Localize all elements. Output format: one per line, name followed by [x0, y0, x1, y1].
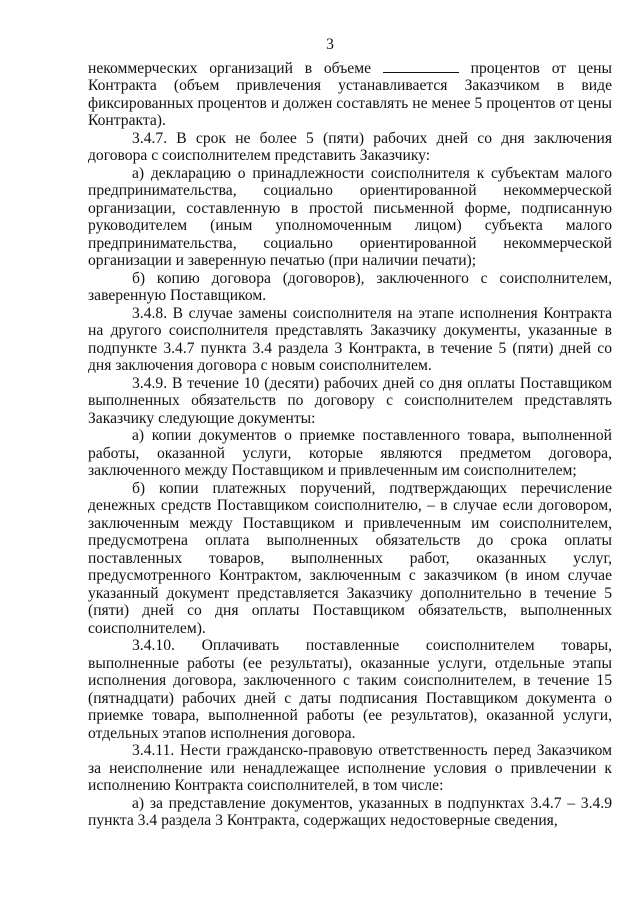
clause-3-4-7-a: а) декларацию о принадлежности соисполнителя к субъектам малого предпринимательства, социально ориентированной некоммерческой организации, составленную в простой письменной форме, подписанную руководителем (иным уполномоченным лицом) субъекта малого предпринимательства, социально ориентированной некоммерческой организации и заверенную печатью (при наличии печати); [88, 164, 612, 269]
clause-3-4-10: 3.4.10. Оплачивать поставленные соисполнителем товары, выполненные работы (ее результаты), оказанные услуги, отдельные этапы исполнения договора, заключенного с таким соисполнителем, в течение 15 (пятнадцати) рабочих дней с даты подписания Поставщиком документа о приемке товара, выполненной работы (ее результатов), оказанной услуги, отдельных этапов исполнения договора. [88, 637, 612, 742]
paragraph-continued [88, 60, 612, 130]
paragraph-text-before-blank: некоммерческих организаций в объеме [88, 59, 383, 77]
clause-3-4-9-a: а) копии документов о приемке поставленного товара, выполненной работы, оказанной услуги, которые являются предметом договора, заключенного между Поставщиком и привлеченным им соисполнителем; [88, 427, 612, 479]
clause-3-4-11: 3.4.11. Нести гражданско-правовую ответственность перед Заказчиком за неисполнение или ненадлежащее исполнение условия о привлечении к исполнению Контракта соисполнителей, в том числе: [88, 742, 612, 794]
clause-3-4-9-b: б) копии платежных поручений, подтверждающих перечисление денежных средств Поставщиком соисполнителю, – в случае если договором, заключенным между Поставщиком и привлеченным им соисполнителем, предусмотрена оплата выполненных обязательств до срока оплаты поставленных товаров, выполненных работ, оказанных услуг, предусмотренного Контрактом, заключенным с заказчиком (в ином случае указанный документ представляется Заказчику дополнительно в течение 5 (пяти) дней со дня оплаты Поставщиком обязательств, выполненных соисполнителем). [88, 479, 612, 637]
paragraph-text-after-blank: процентов от цены Контракта (объем привлечения устанавливается Заказчиком в виде фиксированных процентов и должен составлять не менее 5 процентов от цены Контракта). [88, 59, 612, 129]
clause-3-4-9: 3.4.9. В течение 10 (десяти) рабочих дней со дня оплаты Поставщиком выполненных обязательств по договору с соисполнителем представлять Заказчику следующие документы: [88, 374, 612, 427]
clause-3-4-8: 3.4.8. В случае замены соисполнителя на этапе исполнения Контракта на другого соисполнителя представлять Заказчику документы, указанные в подпункте 3.4.7 пункта 3.4 раздела 3 Контракта, в течение 5 (пяти) дней со дня заключения договора с новым соисполнителем. [88, 304, 612, 374]
clause-3-4-7-b: б) копию договора (договоров), заключенного с соисполнителем, заверенную Поставщиком. [88, 269, 612, 304]
clause-3-4-11-a: а) за представление документов, указанных в подпунктах 3.4.7 – 3.4.9 пункта 3.4 раздела 3 Контракта, содержащих недостоверные сведения, [88, 794, 612, 829]
page-number: 3 [326, 36, 334, 53]
fill-in-blank-line [383, 60, 459, 73]
clause-3-4-7: 3.4.7. В срок не более 5 (пяти) рабочих дней со дня заключения договора с соисполнителем представить Заказчику: [88, 129, 612, 164]
